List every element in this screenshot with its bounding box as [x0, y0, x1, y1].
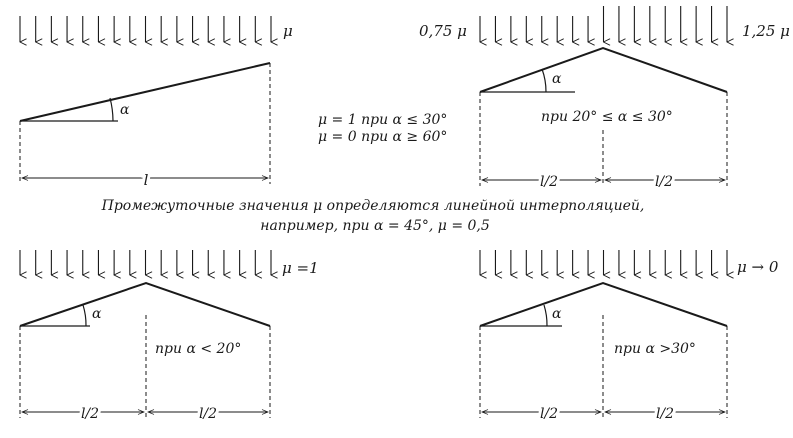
- half-span-label-left: l/2: [539, 174, 559, 190]
- rule-line-2: μ = 0 при α ≥ 60°: [318, 129, 448, 145]
- gable-roof: [480, 283, 727, 326]
- angle-label: α: [552, 71, 562, 87]
- load-left-label: 0,75 μ: [419, 22, 467, 40]
- roof-slope: [20, 63, 270, 121]
- half-span-label-right: l/2: [654, 174, 674, 190]
- load-label: μ → 0: [737, 258, 779, 276]
- angle-label: α: [120, 102, 130, 118]
- angle-label: α: [92, 306, 102, 322]
- angle-arc: [110, 98, 113, 121]
- condition-label: при α < 20°: [155, 341, 242, 357]
- angle-arc: [542, 69, 546, 92]
- panel-gable-over-30: [480, 250, 779, 422]
- angle-label: α: [552, 306, 562, 322]
- half-span-label-left: l/2: [80, 406, 100, 422]
- load-label: μ =1: [282, 259, 319, 277]
- load-arrows: [20, 16, 271, 42]
- load-arrows: [480, 6, 727, 42]
- note-line-2: например, при α = 45°, μ = 0,5: [260, 218, 490, 234]
- load-arrows: [20, 250, 271, 275]
- load-label: μ: [283, 22, 293, 40]
- rule-line-1: μ = 1 при α ≤ 30°: [318, 112, 448, 128]
- gable-roof: [480, 48, 727, 92]
- gable-roof: [20, 283, 270, 326]
- angle-arc: [544, 305, 547, 326]
- load-right-label: 1,25 μ: [742, 22, 790, 40]
- load-arrows: [480, 250, 727, 275]
- span-label: l: [143, 171, 149, 189]
- panel-single-slope: [20, 16, 293, 189]
- panel-gable-20-30: [419, 6, 790, 190]
- panel-gable-under-20: [20, 250, 319, 422]
- half-span-label-right: l/2: [655, 406, 675, 422]
- condition-label: при 20° ≤ α ≤ 30°: [541, 109, 673, 125]
- angle-arc: [83, 305, 86, 326]
- half-span-label-left: l/2: [539, 406, 559, 422]
- note-line-1: Промежуточные значения μ определяются линейной интерполяцией,: [101, 198, 645, 214]
- condition-label: при α >30°: [614, 341, 696, 357]
- half-span-label-right: l/2: [198, 406, 218, 422]
